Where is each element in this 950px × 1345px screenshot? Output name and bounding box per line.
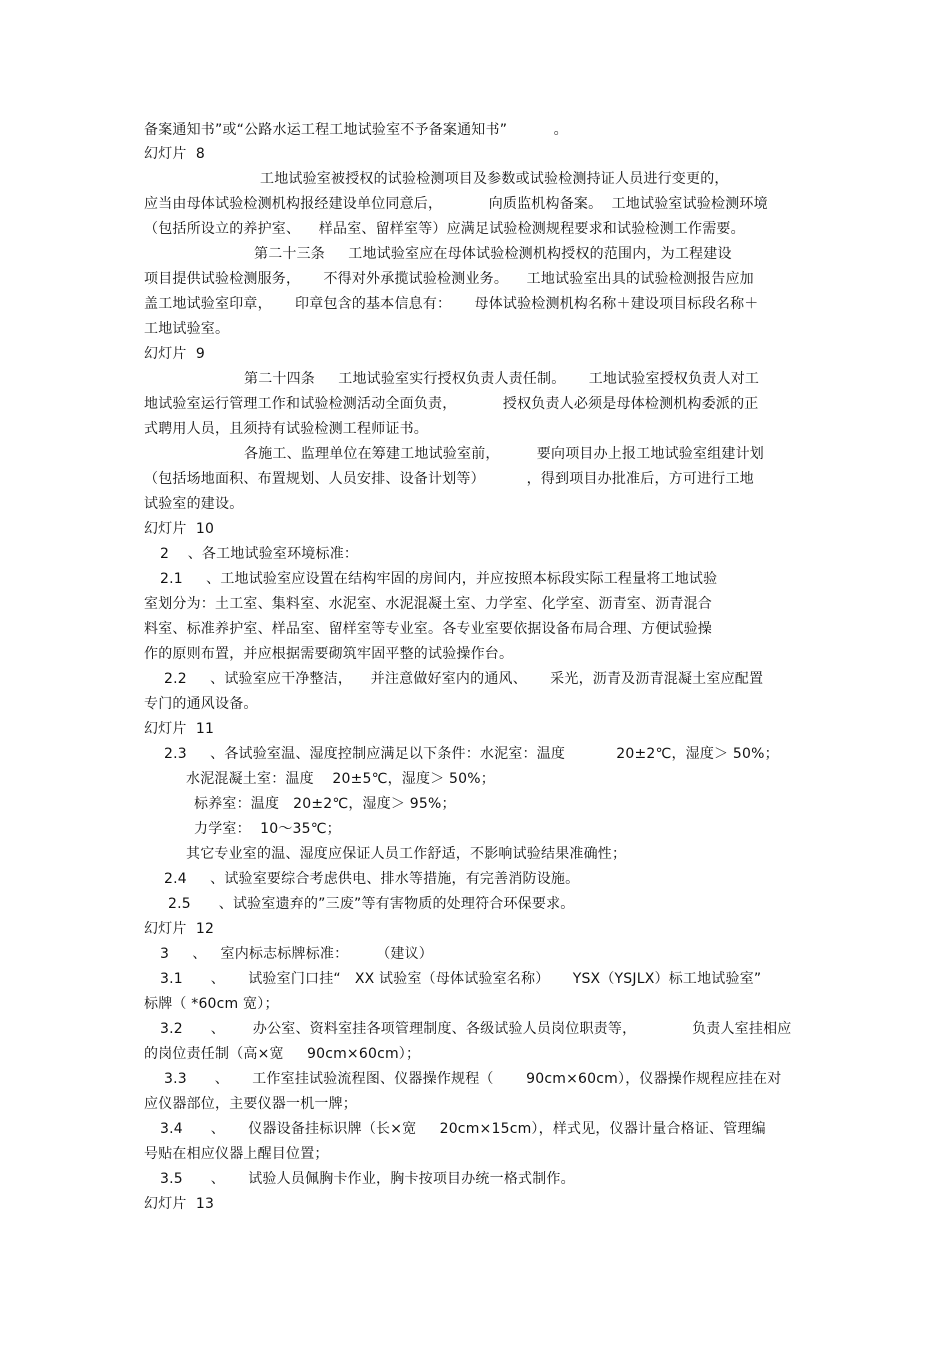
section-heading: 2 、各工地试验室环境标准： [160,546,359,562]
text-line: 备案通知书”或“公路水运工程工地试验室不予备案通知书” 。 [144,122,568,138]
section-heading: 3 、 室内标志标牌标准： （建议） [160,946,434,962]
text-line: 地试验室运行管理工作和试验检测活动全面负责， 授权负责人必须是母体检测机构委派的正 [144,396,759,412]
text-line: 的岗位责任制（高×宽 90cm×60cm）； [144,1046,421,1062]
slide-heading: 幻灯片 11 [144,721,215,737]
text-line: 第二十三条 工地试验室应在母体试验检测机构授权的范围内，为工程建设 [254,246,732,262]
slide-heading: 幻灯片 8 [144,146,206,162]
text-line: 标养室：温度 20±2℃，湿度＞ 95%； [194,796,456,812]
text-line: 其它专业室的温、湿度应保证人员工作舒适，不影响试验结果准确性； [186,846,627,862]
text-line: 3.3 、 工作室挂试验流程图、仪器操作规程（ 90cm×60cm），仪器操作规程应挂在对 [164,1071,782,1087]
text-line: 项目提供试验检测服务， 不得对外承揽试验检测业务。 工地试验室出具的试验检测报告应加 [144,271,754,287]
text-line: 盖工地试验室印章， 印章包含的基本信息有： 母体试验检测机构名称＋建设项目标段名称＋ [144,296,759,312]
text-line: 第二十四条 工地试验室实行授权负责人责任制。 工地试验室授权负责人对工 [244,371,760,387]
text-line: 标牌（ *60cm 宽）； [144,996,279,1012]
text-line: 作的原则布置，并应根据需要砌筑牢固平整的试验操作台。 [144,646,514,662]
text-line: 号贴在相应仪器上醒目位置； [144,1146,329,1162]
text-line: 3.5 、 试验人员佩胸卡作业，胸卡按项目办统一格式制作。 [160,1171,575,1187]
text-line: 2.2 、试验室应干净整洁， 并注意做好室内的通风、 采光，沥青及沥青混凝土室应配置 [164,671,764,687]
text-line: 试验室的建设。 [144,496,244,512]
text-line: 3.4 、 仪器设备挂标识牌（长×宽 20cm×15cm），样式见，仪器计量合格证、管理编 [160,1121,766,1137]
text-line: 专门的通风设备。 [144,696,258,712]
slide-heading: 幻灯片 12 [144,921,215,937]
text-line: 2.1 、工地试验室应设置在结构牢固的房间内，并应按照本标段实际工程量将工地试验 [160,571,718,587]
text-line: 3.1 、 试验室门口挂“ XX 试验室（母体试验室名称） YSX（YSJLX）标工地试验室” [160,971,762,987]
text-line: 式聘用人员，且须持有试验检测工程师证书。 [144,421,428,437]
text-line: 2.3 、各试验室温、湿度控制应满足以下条件：水泥室：温度 20±2℃，湿度＞ 50%； [164,746,779,762]
text-line: 力学室： 10～35℃； [194,821,341,837]
text-line: 各施工、监理单位在筹建工地试验室前， 要向项目办上报工地试验室组建计划 [244,446,764,462]
text-line: 2.5 、试验室遗弃的”三废”等有害物质的处理符合环保要求。 [168,896,575,912]
slide-heading: 幻灯片 10 [144,521,215,537]
text-line: （包括场地面积、布置规划、人员安排、设备计划等） ，得到项目办批准后，方可进行工地 [144,471,754,487]
text-line: 料室、标准养护室、样品室、留样室等专业室。各专业室要依据设备布局合理、方便试验操 [144,621,712,637]
text-line: 室划分为：土工室、集料室、水泥室、水泥混凝土室、力学室、化学室、沥青室、沥青混合 [144,596,712,612]
text-line: 3.2 、 办公室、资料室挂各项管理制度、各级试验人员岗位职责等， 负责人室挂相应 [160,1021,792,1037]
text-line: 应当由母体试验检测机构报经建设单位同意后， 向质监机构备案。 工地试验室试验检测环境 [144,196,768,212]
text-line: 工地试验室。 [144,321,230,337]
text-line: 水泥混凝土室：温度 20±5℃，湿度＞ 50%； [186,771,495,787]
text-line: 应仪器部位，主要仪器一机一牌； [144,1096,357,1112]
text-line: 2.4 、试验室要综合考虑供电、排水等措施，有完善消防设施。 [164,871,580,887]
text-line: （包括所设立的养护室、 样品室、留样室等）应满足试验检测规程要求和试验检测工作需要。 [144,221,745,237]
text-line: 工地试验室被授权的试验检测项目及参数或试验检测持证人员进行变更的， [260,171,729,187]
slide-heading: 幻灯片 13 [144,1196,215,1212]
slide-heading: 幻灯片 9 [144,346,206,362]
